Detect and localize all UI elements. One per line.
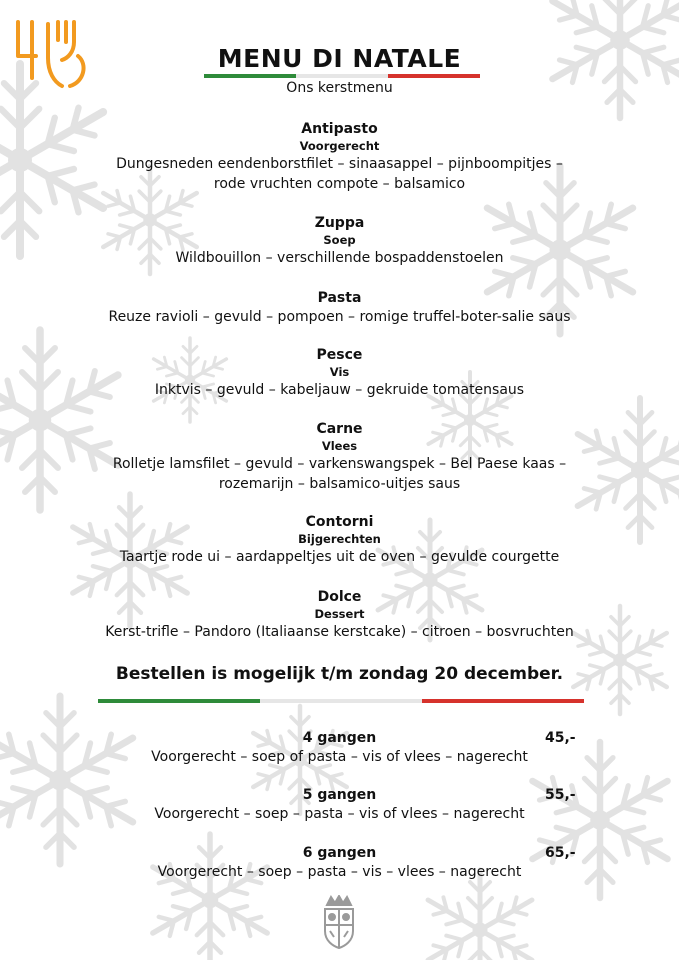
course-pesce bbox=[0, 346, 679, 400]
course-name: Zuppa bbox=[314, 215, 365, 231]
package-description: Voorgerecht – soep – pasta – vis – vlees – nagerecht bbox=[157, 864, 522, 880]
course-description: Inktvis – gevuld – kabeljauw – gekruide tomatensaus bbox=[154, 382, 525, 398]
package-description: Voorgerecht – soep – pasta – vis of vlees – nagerecht bbox=[154, 806, 525, 822]
course-name: Pesce bbox=[316, 347, 363, 363]
course-zuppa bbox=[0, 214, 679, 268]
course-dolce bbox=[0, 588, 679, 642]
course-name: Antipasto bbox=[301, 121, 378, 137]
course-description: Kerst-trifle – Pandoro (Italiaanse kerstcake) – citroen – bosvruchten bbox=[105, 624, 574, 640]
course-pasta bbox=[0, 289, 679, 327]
course-description: Wildbouillon – verschillende bospaddenstoelen bbox=[175, 250, 504, 266]
tricolor-divider-red bbox=[388, 74, 480, 78]
order-deadline-notice: Bestellen is mogelijk t/m zondag 20 december. bbox=[115, 664, 564, 684]
course-name: Dolce bbox=[317, 589, 362, 605]
package-price: 55,- bbox=[545, 787, 576, 803]
tricolor-divider-green bbox=[204, 74, 296, 78]
course-description: Dungesneden eendenborstfilet – sinaasappel – pijnboompitjes – bbox=[116, 156, 563, 172]
package-name: 4 gangen bbox=[302, 730, 377, 746]
course-carne bbox=[0, 420, 679, 494]
subtitle: Ons kerstmenu bbox=[286, 80, 393, 96]
package-name-row bbox=[0, 729, 679, 747]
course-name: Contorni bbox=[305, 514, 374, 530]
package-name-row bbox=[0, 844, 679, 862]
course-name: Carne bbox=[316, 421, 363, 437]
course-description: rode vruchten compote – balsamico bbox=[213, 176, 466, 192]
package-description: Voorgerecht – soep of pasta – vis of vlees – nagerecht bbox=[151, 749, 528, 765]
course-antipasto bbox=[0, 120, 679, 194]
package-price: 65,- bbox=[545, 845, 576, 861]
package-name: 5 gangen bbox=[302, 787, 377, 803]
package-5-gangen bbox=[0, 786, 679, 824]
package-4-gangen bbox=[0, 729, 679, 767]
course-translation: Vis bbox=[329, 365, 350, 379]
tricolor-divider-white bbox=[260, 699, 422, 703]
page-title: MENU DI NATALE bbox=[217, 44, 462, 73]
tricolor-divider-red bbox=[422, 699, 584, 703]
package-price: 45,- bbox=[545, 730, 576, 746]
course-translation: Dessert bbox=[314, 607, 365, 621]
package-name-row bbox=[0, 786, 679, 804]
course-translation: Bijgerechten bbox=[298, 532, 381, 546]
course-translation: Vlees bbox=[321, 439, 358, 453]
course-contorni bbox=[0, 513, 679, 567]
tricolor-divider-white bbox=[296, 74, 388, 78]
course-name: Pasta bbox=[317, 290, 362, 306]
course-translation: Soep bbox=[323, 233, 356, 247]
crown-crest-icon bbox=[319, 895, 359, 949]
package-6-gangen bbox=[0, 844, 679, 882]
course-description: Reuze ravioli – gevuld – pompoen – romige truffel-boter-salie saus bbox=[108, 309, 571, 325]
course-translation: Voorgerecht bbox=[299, 139, 380, 153]
course-description: Rolletje lamsfilet – gevuld – varkenswangspek – Bel Paese kaas – bbox=[112, 456, 567, 472]
course-description: rozemarijn – balsamico-uitjes saus bbox=[218, 476, 461, 492]
tricolor-divider-green bbox=[98, 699, 260, 703]
course-description: Taartje rode ui – aardappeltjes uit de oven – gevulde courgette bbox=[119, 549, 560, 565]
package-name: 6 gangen bbox=[302, 845, 377, 861]
